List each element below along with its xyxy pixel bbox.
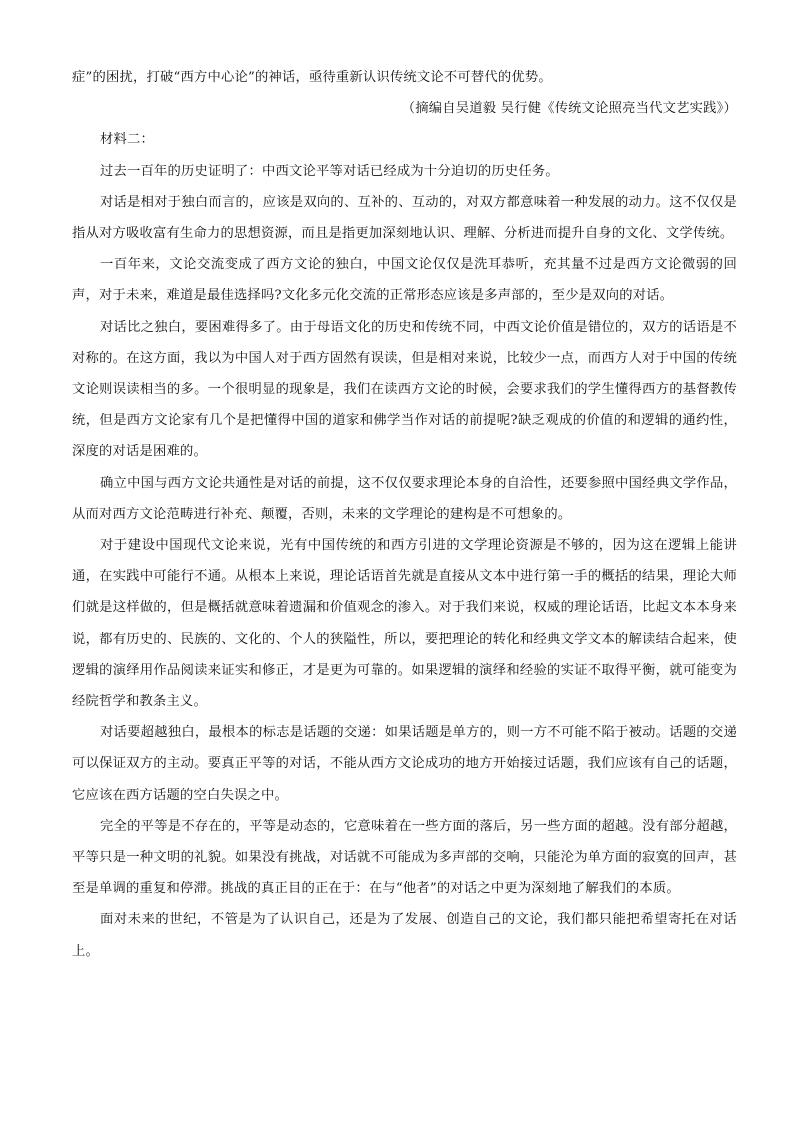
- paragraph: 完全的平等是不存在的，平等是动态的，它意味着在一些方面的落后，另一些方面的超越。没有部分超越，平等只是一种文明的礼貌。如果没有挑战，对话就不可能成为多声部的交响，只能沦为单方面的寂寞的回声，甚至是单调的重复和停滞。挑战的真正目的正在于：在与“他者”的对话之中更为深刻地了解我们的本质。: [72, 818, 737, 897]
- paragraph: 过去一百年的历史证明了：中西文论平等对话已经成为十分迫切的历史任务。: [100, 163, 559, 179]
- paragraph-continuation: 症”的困扰，打破“西方中心论”的神话，亟待重新认识传统文论不可替代的优势。: [72, 70, 552, 85]
- section-heading-material-two: 材料二：: [100, 132, 154, 148]
- paragraph: 对于建设中国现代文论来说，光有中国传统的和西方引进的文学理论资源是不够的，因为这在逻辑上能讲通，在实践中可能行不通。从根本上来说，理论话语首先就是直接从文本中进行第一手的概括的结果，理论大师们就是这样做的，但是概括就意味着遗漏和价值观念的渗入。对于我们来说，权威的理论话语，比起文本本身来说，都有历史的、民族的、文化的、个人的狭隘性，所以，要把理论的转化和经典文学文本的解读结合起来，使逻辑的演绎用作品阅读来证实和修正，才是更为可靠的。如果逻辑的演绎和经验的实证不取得平衡，就可能变为经院哲学和教条主义。: [72, 538, 737, 710]
- paragraph: 一百年来，文论交流变成了西方文论的独白，中国文论仅仅是洗耳恭听，充其量不过是西方文论微弱的回声，对于未来，难道是最佳选择吗?文化多元化交流的正常形态应该是多声部的，至少是双向的对话。: [72, 257, 737, 304]
- paragraph: 对话要超越独白，最根本的标志是话题的交递：如果话题是单方的，则一方不可能不陷于被动。话题的交递可以保证双方的主动。要真正平等的对话，不能从西方文论成功的地方开始接过话题，我们应该有自己的话题，它应该在西方话题的空白失误之中。: [72, 725, 737, 803]
- paragraph: 面对未来的世纪，不管是为了认识自己，还是为了发展、创造自己的文论，我们都只能把希望寄托在对话上。: [72, 912, 737, 959]
- paragraph: 对话比之独白，要困难得多了。由于母语文化的历史和传统不同，中西文论价值是错位的，双方的话语是不对称的。在这方面，我以为中国人对于西方固然有误读，但是相对来说，比较少一点，而西方人对于中国的传统文论则误读相当的多。一个很明显的现象是，我们在读西方文论的时候，会要求我们的学生懂得西方的基督教传统，但是西方文论家有几个是把懂得中国的道家和佛学当作对话的前提呢?缺乏观成的价值的和逻辑的通约性，深度的对话是困难的。: [72, 319, 737, 460]
- source-citation: （摘编自吴道毅 吴行健《传统文论照亮当代文艺实践》）: [401, 101, 737, 117]
- document-body: [72, 62, 737, 967]
- paragraph: 对话是相对于独白而言的，应该是双向的、互补的、互动的，对双方都意味着一种发展的动力。这不仅仅是指从对方吸收富有生命力的思想资源，而且是指更加深刻地认识、理解、分析进而提升自身的文化、文学传统。: [72, 194, 737, 242]
- paragraph: 确立中国与西方文论共通性是对话的前提，这不仅仅要求理论本身的自洽性，还要参照中国经典文学作品，从而对西方文论范畴进行补充、颠覆，否则，未来的文学理论的建构是不可想象的。: [72, 475, 737, 522]
